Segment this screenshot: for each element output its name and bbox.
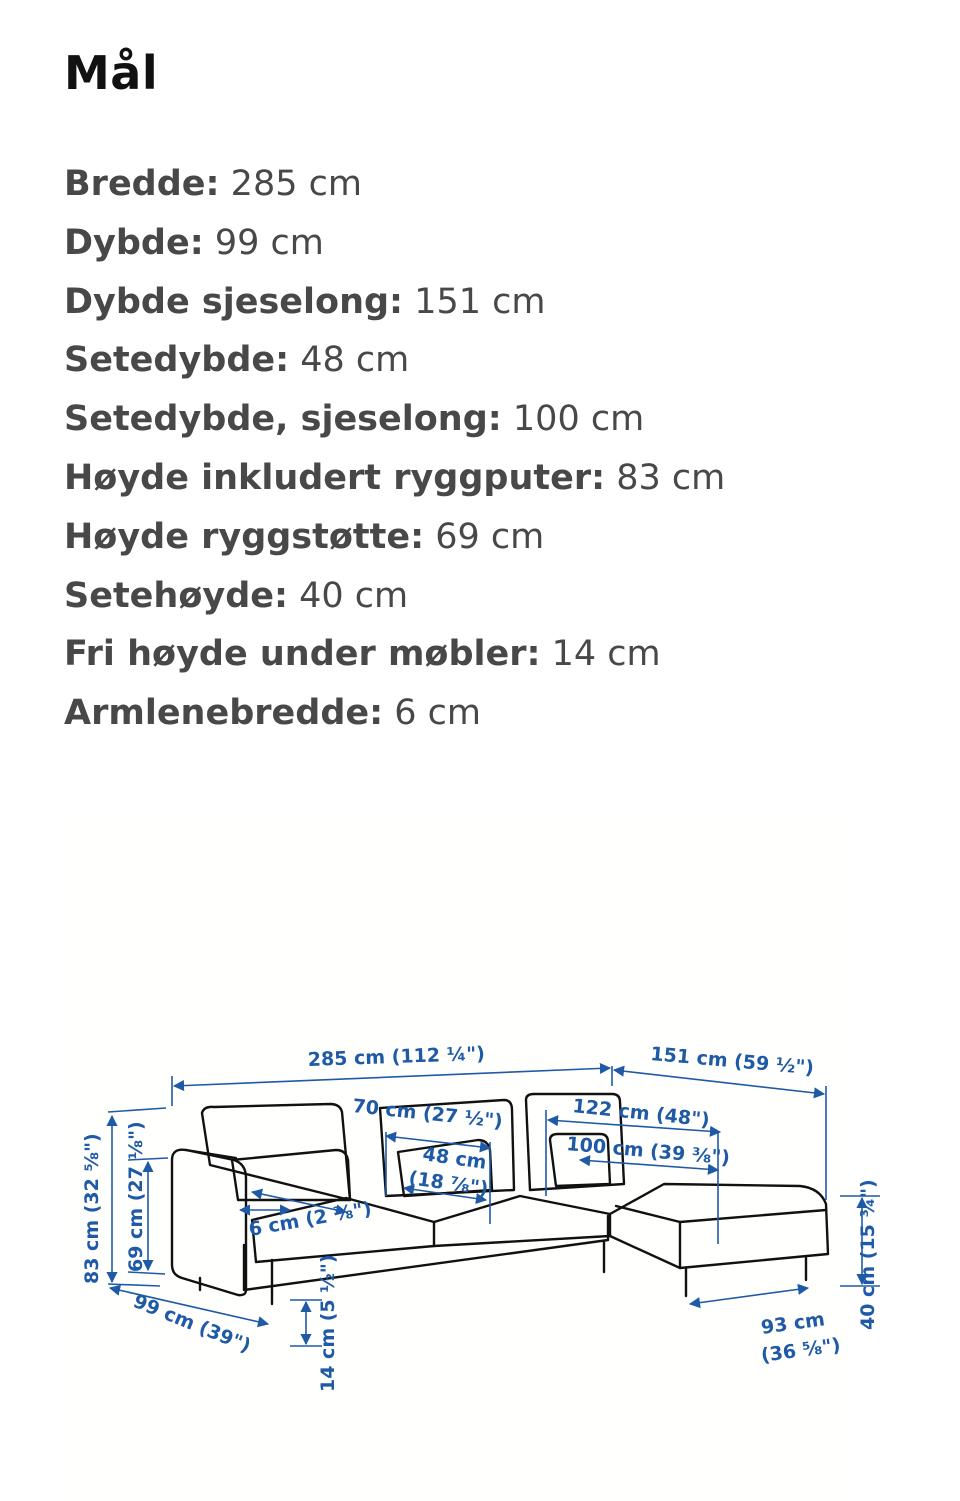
dimension-label: Armlenebredde: — [64, 693, 384, 734]
label-chaise-width-in: (36 ⅝") — [759, 1334, 842, 1367]
dimension-row-clearance — [64, 629, 725, 688]
label-seat-depth-cm: 48 cm — [421, 1143, 488, 1174]
label-cushion-width: 70 cm (27 ½") — [351, 1095, 504, 1133]
dimension-row-armrest-width — [64, 688, 725, 747]
label-chaise-seat-depth: 100 cm (39 ⅜") — [565, 1133, 731, 1170]
label-height-back: 69 cm (27 ⅛") — [125, 1121, 147, 1272]
dimension-label: Høyde ryggstøtte: — [64, 516, 425, 557]
dimension-label: Setedybde, sjeselong: — [64, 399, 502, 440]
dimension-value: 285 cm — [230, 164, 362, 204]
dimension-row-chaise-seat-depth — [64, 394, 725, 453]
dimension-row-width — [64, 159, 725, 218]
page-title: Mål — [64, 46, 159, 100]
dimension-row-height-cushions — [64, 453, 725, 512]
dimension-row-depth — [64, 218, 725, 277]
dimension-value: 151 cm — [414, 281, 546, 322]
dimension-row-seat-depth — [64, 335, 725, 394]
dimension-value: 100 cm — [512, 399, 645, 440]
dimension-list — [64, 159, 725, 747]
dimension-value: 69 cm — [435, 516, 545, 557]
label-seat-depth-in: (18 ⅞") — [407, 1167, 490, 1201]
label-width: 285 cm (112 ¼") — [307, 1042, 486, 1071]
label-chaise-width-cm: 93 cm — [759, 1308, 827, 1339]
label-chaise-depth: 151 cm (59 ½") — [649, 1043, 815, 1080]
dimension-value: 40 cm — [299, 575, 409, 616]
dimension-label: Setehøyde: — [64, 575, 288, 616]
label-chaise-length: 122 cm (48") — [571, 1095, 711, 1132]
dimension-row-height-back — [64, 512, 725, 571]
dimension-drawing — [66, 810, 879, 1500]
dimension-label: Fri høyde under møbler: — [64, 634, 541, 675]
dimension-value: 99 cm — [214, 222, 324, 263]
dimension-value: 83 cm — [616, 457, 726, 498]
dimension-label: Bredde: — [64, 164, 220, 204]
sofa-diagram — [66, 810, 879, 1500]
label-seat-height: 40 cm (15 ¾") — [857, 1179, 879, 1330]
label-depth: 99 cm (39") — [130, 1290, 254, 1358]
dimension-label: Setedybde: — [64, 340, 290, 381]
dimension-label: Dybde: — [64, 222, 204, 263]
dimension-row-chaise-depth — [64, 277, 725, 336]
label-armrest-width: 6 cm (2 ⅜") — [247, 1197, 374, 1241]
dimension-value: 6 cm — [394, 693, 481, 734]
chaise-width-arrow — [690, 1288, 808, 1304]
dimension-row-seat-height — [64, 571, 725, 630]
width-arrow — [174, 1068, 610, 1086]
label-height-cushions: 83 cm (32 ⅝") — [81, 1133, 103, 1284]
dimension-label: Høyde inkludert ryggputer: — [64, 457, 606, 498]
dimension-lines — [108, 1066, 880, 1346]
dimension-label: Dybde sjeselong: — [64, 281, 404, 322]
dimension-value: 14 cm — [551, 634, 661, 675]
label-clearance: 14 cm (5 ½") — [317, 1254, 339, 1392]
dimension-value: 48 cm — [300, 340, 410, 381]
